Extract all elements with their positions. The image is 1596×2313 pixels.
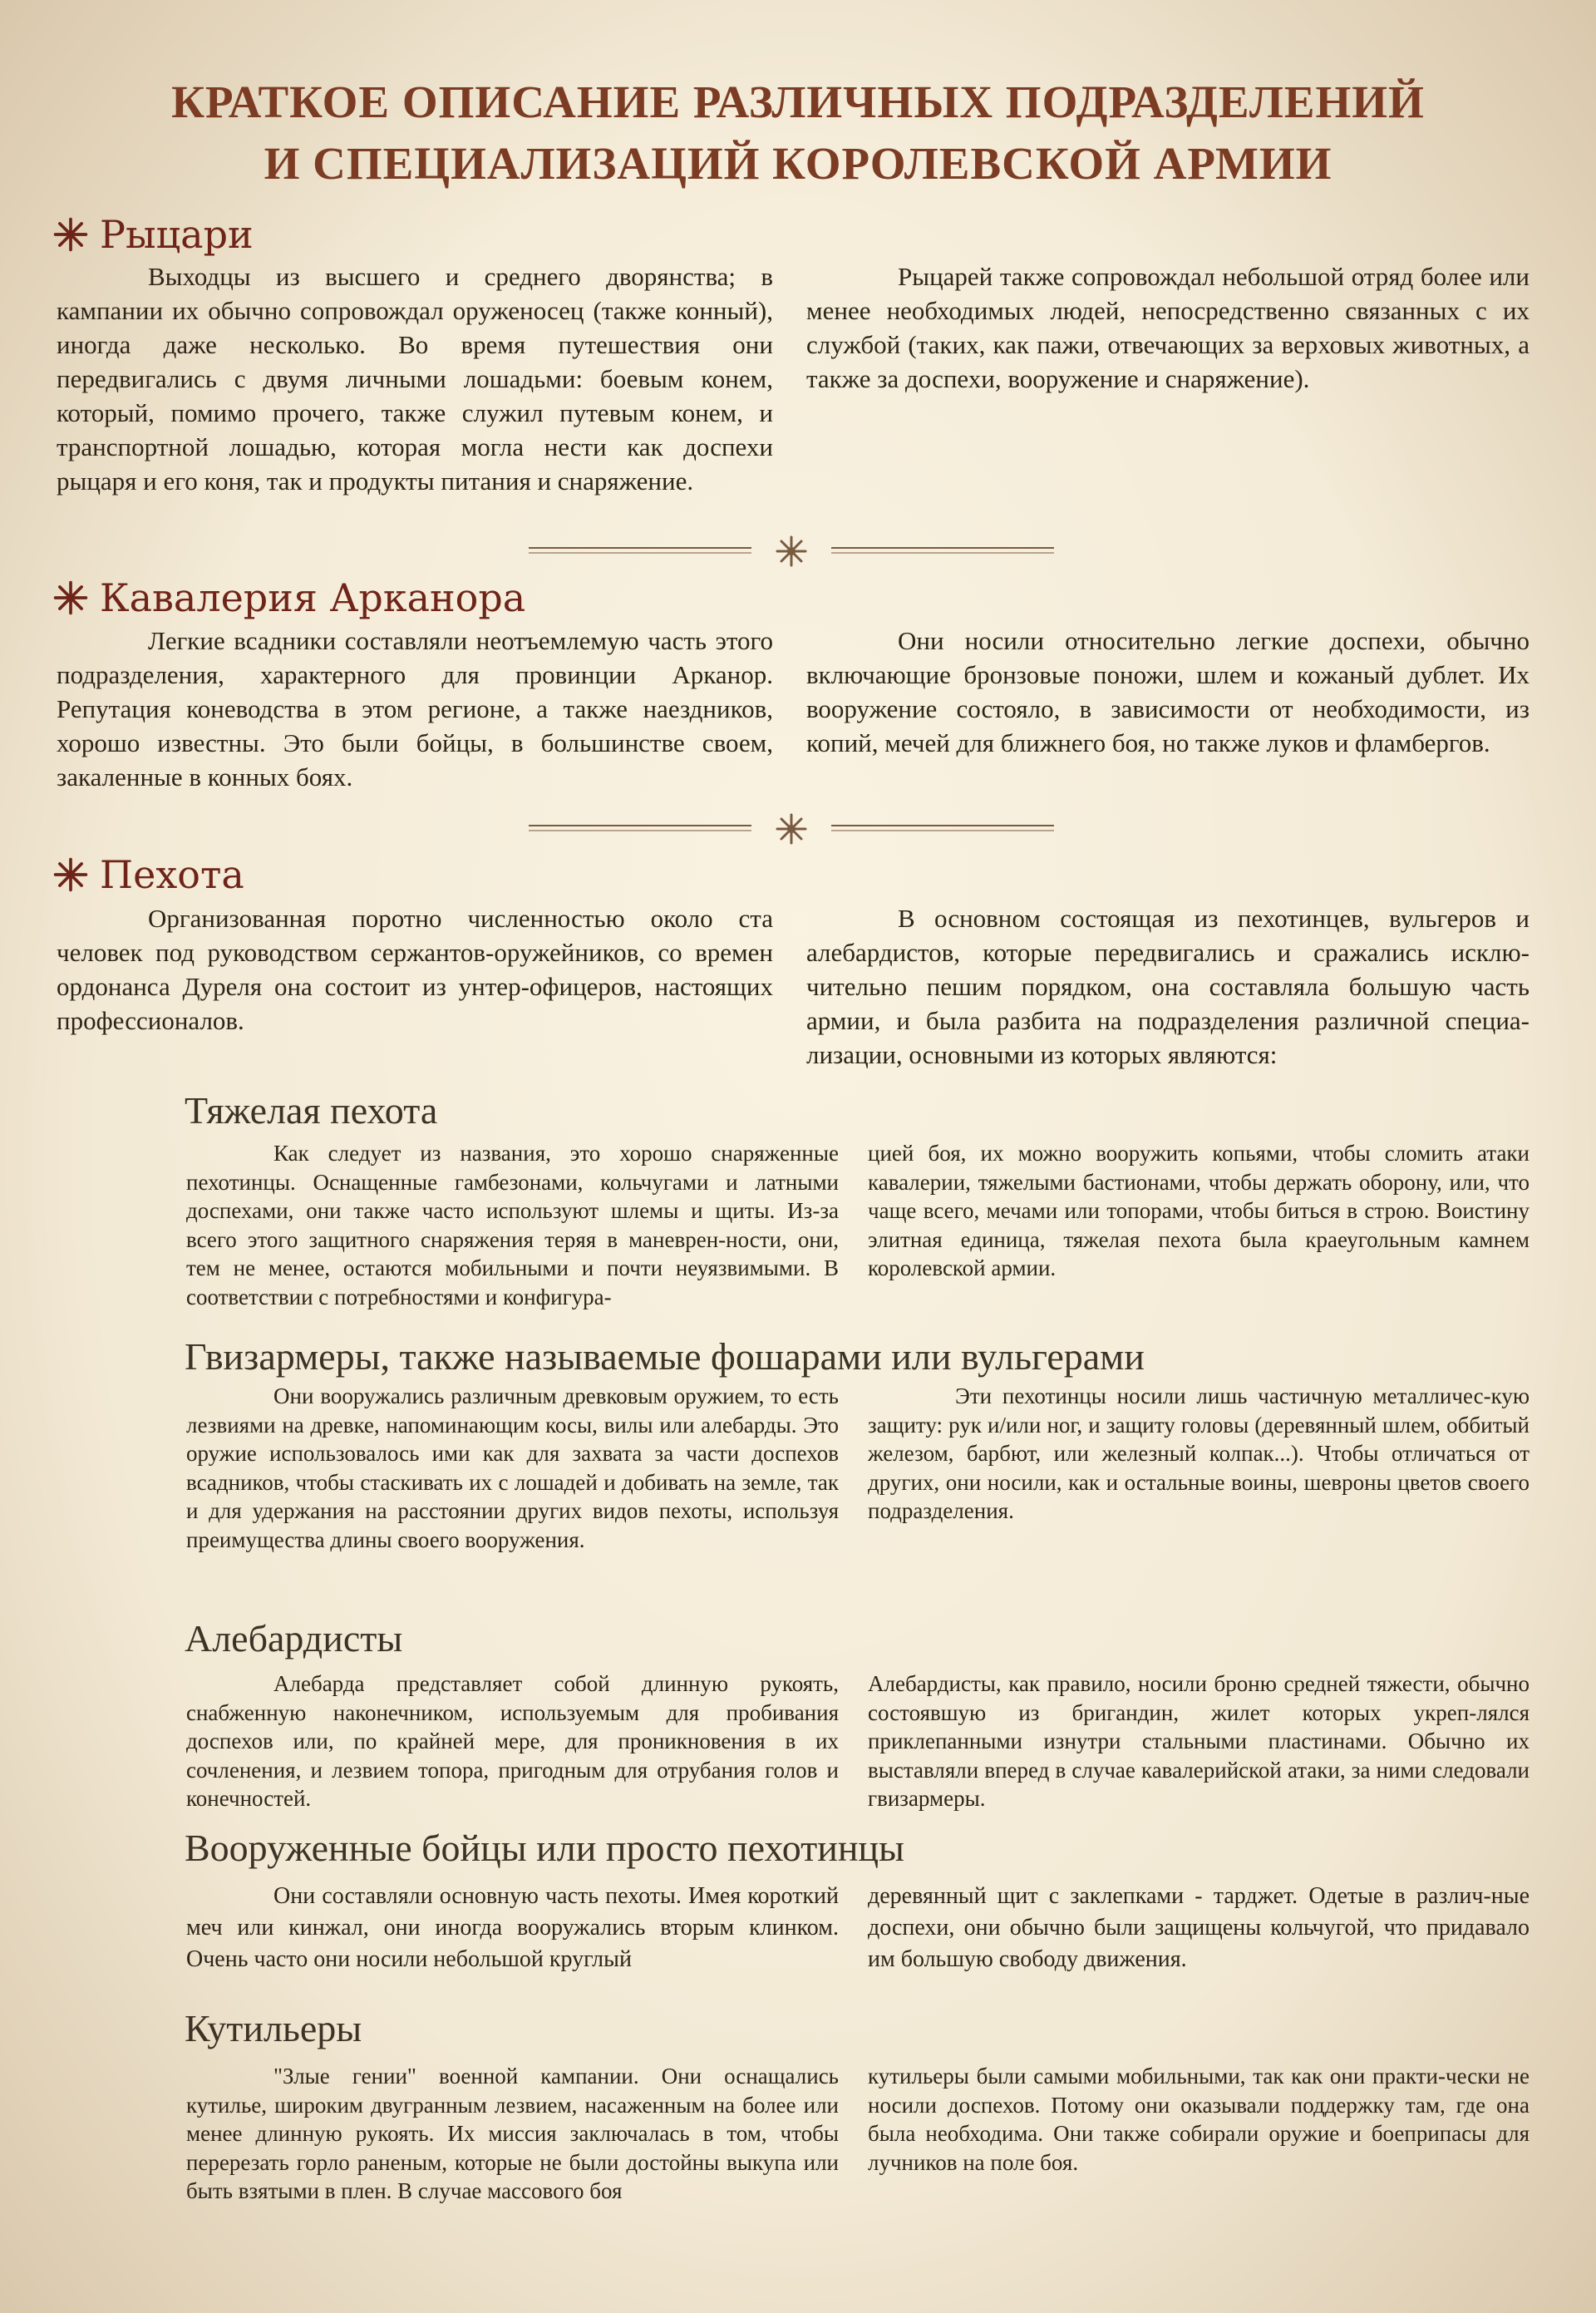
section-heading-infantry-text: Пехота — [100, 852, 244, 897]
subheading-halberdiers: Алебардисты — [185, 1617, 403, 1660]
knights-text-left: Выходцы из высшего и среднего дворянства; в кампании их обычно сопровождал оруженосец (также конный), иногда даже несколько. Во время путешествия они передвигались с двумя личными лошадьми: боевым конем, который, помимо прочего, также служил путевым конем, и транспортной лошадью, которая могла нести как доспехи рыцаря и его коня, так и продукты питания и снаряжение. — [57, 262, 773, 496]
cavalry-text-right: Они носили относительно легкие доспехи, обычно включающие бронзовые поножи, шлем и кожаный дублет. Их вооружение состояло, в зависимости от необходимости, из копий, мечей для ближнего боя, но также луков и фламбергов. — [806, 626, 1530, 757]
section-divider-ornament — [529, 812, 1054, 846]
section-heading-cavalry — [52, 574, 525, 622]
section-heading-infantry — [52, 851, 244, 899]
asterisk-ornament-icon — [52, 856, 90, 894]
page-title-line-2: И СПЕЦИАЛИЗАЦИЙ КОРОЛЕВСКОЙ АРМИИ — [264, 138, 1332, 189]
coutiliers-text-right: кутильеры были самыми мобильными, так как они практи-чески не носили доспехов. Потому они оказывали поддержку там, где она была необходима. Они также собирали оружие и боеприпасы для лучников на поле боя. — [868, 2064, 1530, 2175]
halberdiers-text-right: Алебардисты, как правило, носили броню средней тяжести, обычно состоявшую из бригандин, жилет которых укреп-лялся приклепанными изнутри стальными пластинами. Обычно их выставляли вперед в случае кавалерийской атаки, за ними следовали гвизармеры. — [868, 1671, 1530, 1811]
section-heading-knights-text: Рыцари — [100, 212, 254, 257]
guisarmiers-text-right: Эти пехотинцы носили лишь частичную металличес-кую защиту: рук и/или ног, и защиту головы (деревянный шлем, оббитый железом, барбют, или железный колпак...). Чтобы отличаться от других, они носили, как и остальные воины, шевроны цветов своего подразделения. — [868, 1383, 1530, 1523]
armed-fighters-text-right: деревянный щит с заклепками - тарджет. Одетые в различ-ные доспехи, они обычно были защищены кольчугой, что придавало им большую свободу движения. — [868, 1883, 1530, 1972]
halberdiers-text-left: Алебарда представляет собой длинную рукоять, снабженную наконечником, используемым для пробивания доспехов или, по крайней мере, для проникновения в их сочленения, и лезвием топора, пригодным для отрубания голов и конечностей. — [186, 1671, 839, 1811]
cavalry-text-left: Легкие всадники составляли неотъемлемую часть этого подразделения, характерного для провинции Арканор. Репутация коневодства в этом регионе, а также наездников, хорошо известны. Это были бойцы, в большинстве своем, закаленные в конных боях. — [57, 626, 773, 792]
page-title-line-1: КРАТКОЕ ОПИСАНИЕ РАЗЛИЧНЫХ ПОДРАЗДЕЛЕНИЙ — [171, 76, 1425, 127]
coutiliers-text-left: "Злые гении" военной кампании. Они оснащались кутилье, широким двугранным лезвием, насаженным на более или менее длинную рукоять. Их миссия заключалась в том, чтобы перерезать горло раненым, которые не были достойны выкупа или быть взятыми в плен. В случае массового боя — [186, 2064, 839, 2203]
subheading-armed-fighters: Вооруженные бойцы или просто пехотинцы — [185, 1827, 904, 1869]
section-heading-cavalry-text: Кавалерия Арканора — [100, 575, 526, 620]
infantry-text-left: Организованная поротно численностью около ста человек под руководством сержантов-оружейников, со времен ордонанса Дуреля она состоит из унтер-офицеров, настоящих профессионалов. — [57, 904, 773, 1035]
subheading-heavy-infantry: Тяжелая пехота — [185, 1089, 438, 1132]
infantry-text-right: В основном состоящая из пехотинцев, вульгеров и алебардистов, которые передвигались и сражались исклю-чительно пешим порядком, она составляла большую часть армии, и была разбита на подразделения различной специа-лизации, основными из которых являются: — [806, 904, 1530, 1069]
subheading-guisarmiers: Гвизармеры, также называемые фошарами или вульгерами — [185, 1335, 1145, 1378]
guisarmiers-text-left: Они вооружались различным древковым оружием, то есть лезвиями на древке, напоминающим косы, вилы или алебарды. Это оружие использовалось ими как для захвата за части доспехов всадников, чтобы стаскивать их с лошадей и добивать на земле, так и для удержания на расстоянии других видов пехоты, используя преимущества длины своего вооружения. — [186, 1383, 839, 1552]
asterisk-ornament-icon — [52, 579, 90, 617]
heavy-infantry-text-right: цией боя, их можно вооружить копьями, чтобы сломить атаки кавалерии, тяжелыми бастионами, чтобы держать оборону, или, что чаще всего, мечами или топорами, чтобы биться в строю. Воистину элитная единица, тяжелая пехота была краеугольным камнем королевской армии. — [868, 1141, 1530, 1280]
heavy-infantry-text-left: Как следует из названия, это хорошо снаряженные пехотинцы. Оснащенные гамбезонами, кольчугами и латными доспехами, они также часто используют шлемы и щиты. Из-за всего этого защитного снаряжения теряя в маневрен-ности, они, тем не менее, остаются мобильными и почти неуязвимыми. В соответствии с потребностями и конфигура- — [186, 1141, 839, 1309]
page-title — [0, 72, 1596, 195]
knights-text-right: Рыцарей также сопровождал небольшой отряд более или менее необходимых людей, непосредственно связанных с их службой (таких, как пажи, отвечающих за верховых животных, а также за доспехи, вооружение и снаряжение). — [806, 262, 1530, 393]
section-heading-knights — [52, 210, 254, 259]
asterisk-ornament-icon — [52, 215, 90, 254]
armed-fighters-text-left: Они составляли основную часть пехоты. Имея короткий меч или кинжал, они иногда вооружались вторым клинком. Очень часто они носили небольшой круглый — [186, 1883, 839, 1972]
subheading-coutiliers: Кутильеры — [185, 2007, 362, 2049]
section-divider-ornament — [529, 535, 1054, 568]
